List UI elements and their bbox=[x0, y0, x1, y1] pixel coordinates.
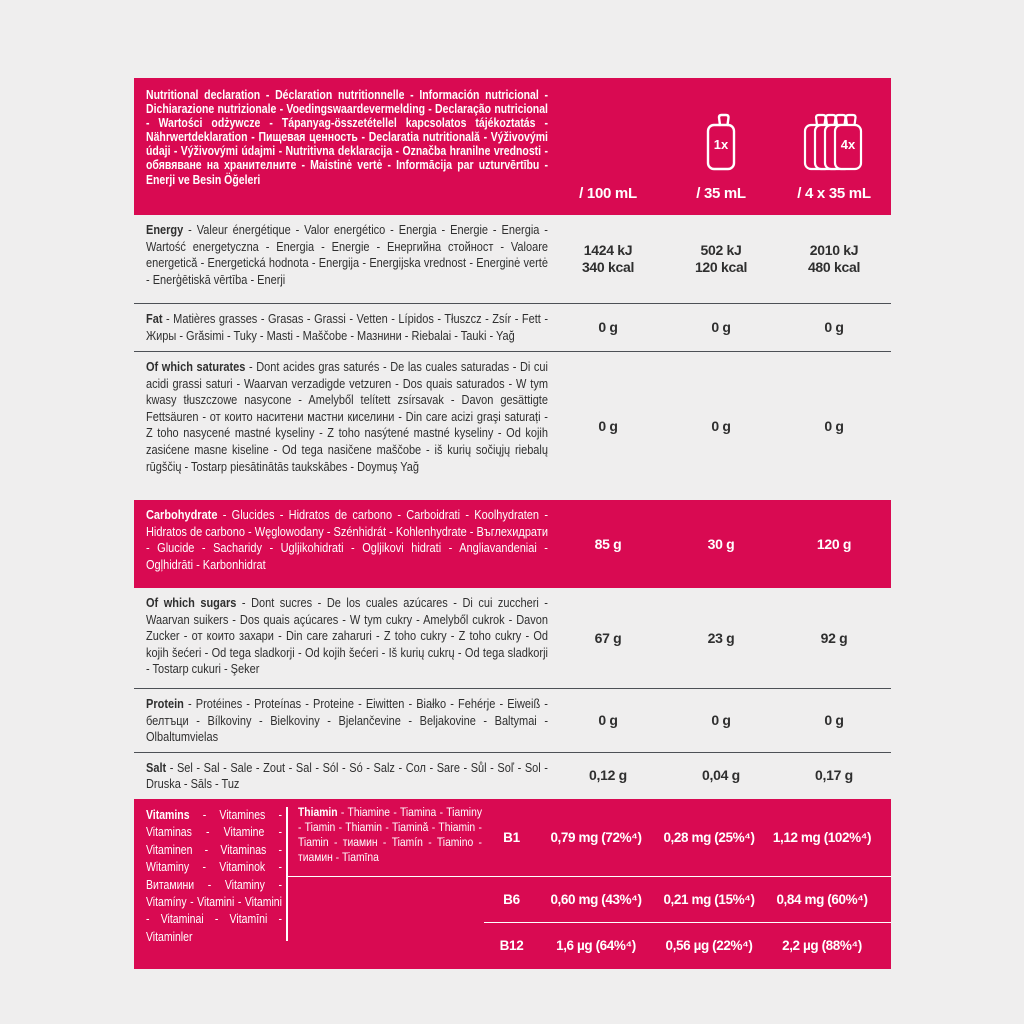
fat-value-per-4x35ml: 0 g bbox=[824, 319, 844, 335]
salt-value-per-35ml: 0,04 g bbox=[702, 767, 740, 784]
row-energy bbox=[134, 215, 891, 303]
salt-label-rest: - Sel - Sal - Sale - Zout - Sal - Sól - Só - Salz - Сол - Sare - Sůl - Soľ - Sol - Druska - Sāls - Tuz bbox=[145, 759, 548, 792]
sugars-value-per-100ml: 67 g bbox=[594, 629, 622, 646]
protein-value-per-4x35ml: 0 g bbox=[824, 711, 844, 728]
row-sugars bbox=[134, 588, 891, 688]
b1-code: B1 bbox=[503, 829, 520, 845]
b1-value-per-100ml: 0,79 mg (72%⁴) bbox=[550, 829, 642, 845]
protein-label-cell bbox=[134, 689, 552, 752]
gel-sachet-4x-icon bbox=[803, 111, 865, 173]
vitamins-section bbox=[134, 799, 891, 969]
fat-label-cell bbox=[134, 304, 552, 351]
energy-label-rest: - Valeur énergétique - Valor energético - Energia - Energie - Energia - Wartość energetyczna - Energia - Energie - Енергийна стойност - Valoare energetică - Energetická hodnota - Energija - Energijska vrednost - Energinė vertė - Enerģētiskā vērtība - Enerji bbox=[145, 222, 548, 287]
gel-sachet-1x-icon bbox=[704, 111, 738, 173]
b12-value-per-35ml: 0,56 µg (22%⁴) bbox=[665, 937, 753, 953]
energy-kj-35ml: 502 kJ bbox=[700, 242, 742, 258]
thiamin-label-rest: - Thiamine - Tiamina - Tiaminy - Tiamin - Thiamin - Tiamină - Thiamin - Tiamin - тиамин - Tiamín - Tiamino - тиамин - Tiamīna bbox=[297, 804, 482, 864]
salt-label-bold: Salt bbox=[145, 759, 166, 775]
sugars-label-rest: - Dont sucres - De los cuales azúcares - Di cui zuccheri - Waarvan suikers - Dos quais açúcares - W tym cukry - Amelyből cukrok - Davon Zucker - от които захари - Din care zaharuri - Z toho cukry - Z toho cukry - Od kojih šećeri - Od tega sladkorji - Od kojih šećeri - Iš kurių cukrų - Od tega sladkorji - Tostarp cukuri - Şeker bbox=[145, 595, 548, 677]
protein-value-per-100ml: 0 g bbox=[598, 711, 618, 728]
row-protein bbox=[134, 688, 891, 752]
carbohydrate-value-per-100ml: 85 g bbox=[594, 535, 622, 552]
saturates-label-cell bbox=[134, 352, 552, 500]
energy-label-bold: Energy bbox=[145, 222, 183, 237]
b6-value-per-100ml: 0,60 mg (43%⁴) bbox=[550, 891, 642, 907]
b1-values bbox=[484, 799, 891, 876]
carbohydrate-value-per-4x35ml: 120 g bbox=[816, 535, 852, 552]
vitamins-rows bbox=[288, 799, 891, 969]
b12-values bbox=[484, 922, 891, 968]
vitamin-row-b12 bbox=[288, 922, 891, 968]
b6-value-per-35ml: 0,21 mg (15%⁴) bbox=[663, 891, 755, 907]
vitamin-row-b6 bbox=[288, 877, 891, 922]
saturates-value-per-4x35ml: 0 g bbox=[824, 417, 844, 434]
b6-values bbox=[484, 877, 891, 922]
fat-value-per-100ml: 0 g bbox=[598, 319, 618, 335]
carbohydrate-label-bold: Carbohydrate bbox=[145, 507, 217, 522]
vitamin-row-b1 bbox=[288, 799, 891, 877]
protein-label-rest: - Protéines - Proteínas - Proteine - Eiwitten - Białko - Fehérje - Eiweiß - белтъци - Bílkoviny - Bielkoviny - Bjelančevine - Beljakovine - Baltymai - Olbaltumvielas bbox=[145, 696, 548, 745]
energy-kcal-35ml: 120 kcal bbox=[694, 259, 748, 275]
fat-label-rest: - Matières grasses - Grasas - Grassi - Vetten - Lípidos - Tłuszcz - Zsír - Fett - Жиры - Grăsimi - Tuky - Masti - Maščobe - Мазнини - Riebalai - Tauki - Yağ bbox=[145, 311, 548, 343]
row-fat bbox=[134, 303, 891, 351]
header-title: Nutritional declaration - Déclaration nutritionnelle - Información nutricional - Dichiarazione nutrizionale - Voedingswaardevermelding - Declaração nutricional - Wartości odżywcze - Tápanyag-összetétellel kapcsolatos tájékoztatás - Nährwertdeklaration - Пищевая ценность - Declaratia nutritională - Výživovými údaji - Výživovými údajmi - Nutritivna deklaracija - Označba hranilne vrednosti - обявяване на хранителните - Maistinė vertė - Informācija par uzturvērtību - Enerji ve Besin Öğeleri bbox=[145, 88, 548, 187]
vitamins-label-cell bbox=[134, 799, 286, 969]
salt-label-cell bbox=[134, 753, 552, 799]
carbohydrate-value-per-35ml: 30 g bbox=[707, 535, 735, 552]
column-label-per-35ml: / 35 mL bbox=[696, 185, 746, 202]
saturates-value-per-100ml: 0 g bbox=[598, 417, 618, 434]
b12-empty-cell bbox=[288, 922, 484, 968]
b12-value-per-4x35ml: 2,2 µg (88%⁴) bbox=[782, 937, 862, 953]
fat-value-per-35ml: 0 g bbox=[711, 319, 731, 335]
gel-1x-label: 1x bbox=[713, 137, 729, 152]
protein-label-bold: Protein bbox=[145, 696, 184, 711]
salt-value-per-4x35ml: 0,17 g bbox=[815, 767, 853, 784]
carbohydrate-label-cell bbox=[134, 500, 552, 588]
header-title-cell bbox=[134, 78, 552, 215]
energy-value-per-4x35ml bbox=[778, 215, 891, 303]
energy-label-cell bbox=[134, 215, 552, 303]
thiamin-label-bold: Thiamin bbox=[297, 804, 338, 819]
sugars-label-cell bbox=[134, 588, 552, 688]
energy-kj-100ml: 1424 kJ bbox=[583, 242, 633, 258]
sugars-value-per-4x35ml: 92 g bbox=[820, 629, 848, 646]
gel-4x-label: 4x bbox=[840, 137, 856, 152]
b6-code: B6 bbox=[503, 891, 520, 907]
sugars-label-bold: Of which sugars bbox=[145, 595, 236, 610]
saturates-value-per-35ml: 0 g bbox=[711, 417, 731, 434]
nutrition-declaration-table bbox=[134, 0, 891, 969]
sugars-value-per-35ml: 23 g bbox=[707, 629, 735, 646]
protein-value-per-35ml: 0 g bbox=[711, 711, 731, 728]
saturates-label-bold: Of which saturates bbox=[145, 359, 245, 374]
energy-value-per-35ml bbox=[665, 215, 778, 303]
row-salt bbox=[134, 752, 891, 799]
b12-value-per-100ml: 1,6 µg (64%⁴) bbox=[556, 937, 636, 953]
column-header-per-35ml bbox=[665, 78, 778, 215]
energy-kj-4x35ml: 2010 kJ bbox=[809, 242, 859, 258]
saturates-label-rest: - Dont acides gras saturés - De las cuales saturadas - Di cui acidi grassi saturi - Waarvan verzadigde vetzuren - Dos quais saturados - W tym kwasy tłuszczowe nasycone - Amelyből telített zsírsavak - Davon gesättigte Fettsäuren - от които наситени мастни киселини - Din care acizi graşi saturați - Z toho nasycené mastné kyseliny - Z toho nasýtené mastné kyseliny - Od kojih zasićene masne kiseline - Od tega nasičene maščobe - iš kurių sočiųjų riebalų rūgščių - Tostarp piesātinātās taukskābes - Doymuş Yağ bbox=[145, 359, 548, 474]
row-carbohydrate bbox=[134, 500, 891, 588]
column-label-per-100ml: / 100 mL bbox=[579, 185, 637, 202]
row-saturates bbox=[134, 351, 891, 500]
column-label-per-4x35ml: / 4 x 35 mL bbox=[797, 185, 871, 202]
energy-value-per-100ml bbox=[552, 215, 665, 303]
b12-code: B12 bbox=[499, 937, 524, 953]
b1-value-per-35ml: 0,28 mg (25%⁴) bbox=[663, 829, 755, 845]
table-header bbox=[134, 78, 891, 215]
b6-value-per-4x35ml: 0,84 mg (60%⁴) bbox=[776, 891, 868, 907]
carbohydrate-label-rest: - Glucides - Hidratos de carbono - Carboidrati - Koolhydraten - Hidratos de carbono - Węglowodany - Szénhidrát - Kohlenhydrate - Въглехидрати - Glucide - Sacharidy - Ugljikohidrati - Ogljikovi hidrati - Angliavandeniai - Ogļhidrāti - Karbonhidrat bbox=[145, 507, 548, 572]
b6-empty-cell bbox=[288, 877, 484, 922]
energy-kcal-4x35ml: 480 kcal bbox=[807, 259, 861, 275]
vitamins-label-bold: Vitamins bbox=[145, 807, 190, 822]
vitamins-label-rest: - Vitamines - Vitaminas - Vitamine - Vitaminen - Vitaminas - Witaminy - Vitaminok - Витамини - Vitaminy - Vitamíny - Vitamini - Vitamini - Vitaminai - Vitamīni - Vitaminler bbox=[145, 807, 282, 944]
column-header-per-100ml bbox=[552, 78, 665, 215]
thiamin-label-cell bbox=[288, 799, 484, 876]
column-header-per-4x35ml bbox=[778, 78, 891, 215]
b1-value-per-4x35ml: 1,12 mg (102%⁴) bbox=[772, 829, 872, 845]
fat-label-bold: Fat bbox=[145, 311, 162, 326]
energy-kcal-100ml: 340 kcal bbox=[581, 259, 635, 275]
salt-value-per-100ml: 0,12 g bbox=[589, 767, 627, 784]
